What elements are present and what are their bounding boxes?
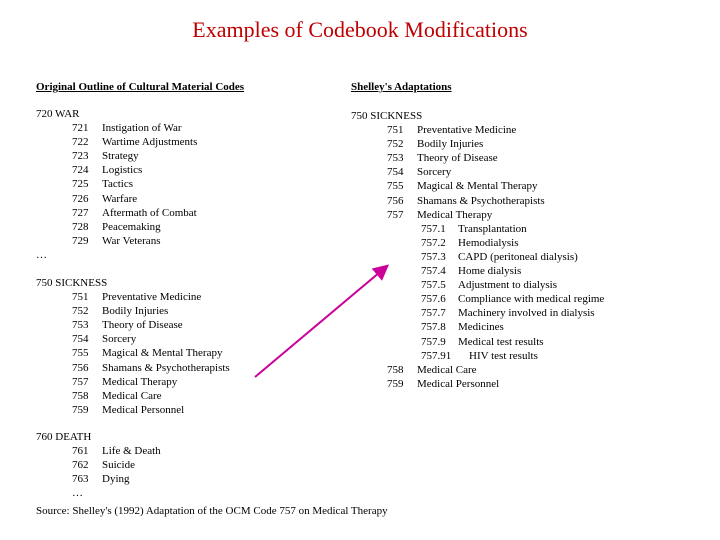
right-column-heading: Shelley's Adaptations — [351, 81, 452, 93]
war-ellipsis: … — [36, 248, 47, 261]
left-column-heading: Original Outline of Cultural Material Codes — [36, 81, 245, 93]
arrow-line — [255, 267, 386, 377]
source-caption: Source: Shelley's (1992) Adaptation of the OCM Code 757 on Medical Therapy — [36, 505, 388, 517]
sickness-original-header: 750 SICKNESS — [36, 277, 108, 289]
sickness-adapted-header: 750 SICKNESS — [351, 110, 423, 122]
page-title: Examples of Codebook Modifications — [192, 17, 528, 42]
war-header: 720 WAR — [36, 108, 80, 120]
death-header: 760 DEATH — [36, 431, 92, 443]
death-ellipsis: … — [72, 487, 83, 500]
